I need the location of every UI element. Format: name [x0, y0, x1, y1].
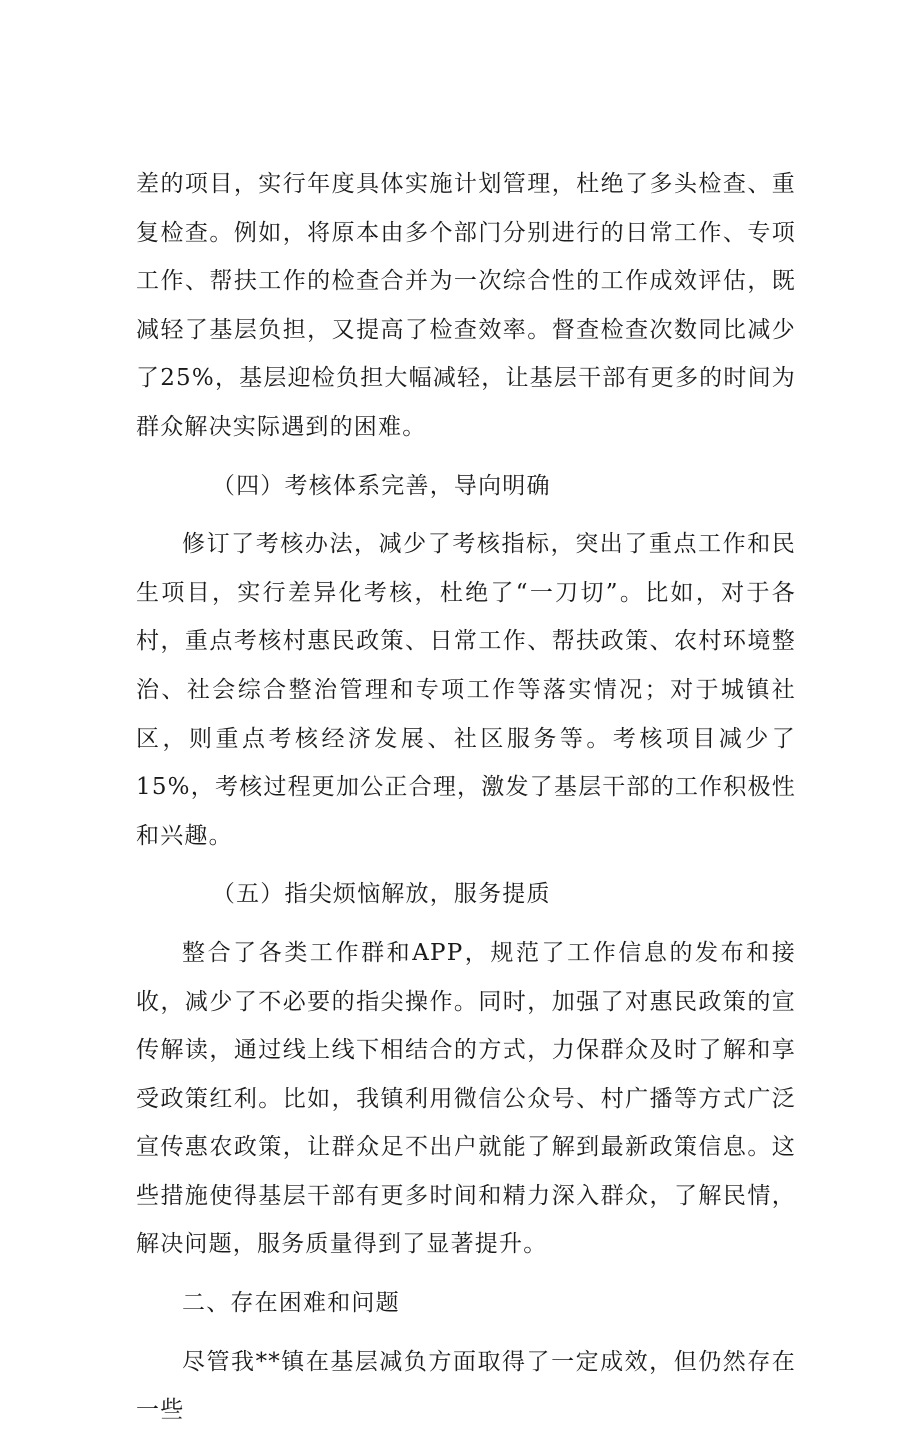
document-body: [136, 160, 796, 1435]
paragraph-difficulties-intro: 尽管我**镇在基层减负方面取得了一定成效，但仍然存在一些: [136, 1348, 796, 1424]
paragraph-assessment-system: 修订了考核办法，减少了考核指标，突出了重点工作和民生项目，实行差异化考核，杜绝了“一刀切”。比如，对于各村，重点考核村惠民政策、日常工作、帮扶政策、农村环境整治、社会综合整治管理和专项工作等落实情况；对于城镇社区，则重点考核经济发展、社区服务等。考核项目减少了15%，考核过程更加公正合理，激发了基层干部的工作积极性和兴趣。: [136, 531, 796, 849]
heading-difficulties-and-problems: 二、存在困难和问题: [182, 1290, 400, 1317]
heading-assessment-system: （四）考核体系完善，导向明确: [211, 472, 551, 499]
heading-fingertip-burden: （五）指尖烦恼解放，服务提质: [211, 881, 551, 908]
paragraph-inspection-continued: 差的项目，实行年度具体实施计划管理，杜绝了多头检查、重复检查。例如，将原本由多个部门分别进行的日常工作、专项工作、帮扶工作的检查合并为一次综合性的工作成效评估，既减轻了基层负担，又提高了检查效率。督查检查次数同比减少了25%，基层迎检负担大幅减轻，让基层干部有更多的时间为群众解决实际遇到的困难。: [136, 171, 796, 440]
paragraph-fingertip-burden: 整合了各类工作群和APP，规范了工作信息的发布和接收，减少了不必要的指尖操作。同时，加强了对惠民政策的宣传解读，通过线上线下相结合的方式，力保群众及时了解和享受政策红利。比如，我镇利用微信公众号、村广播等方式广泛宣传惠农政策，让群众足不出户就能了解到最新政策信息。这些措施使得基层干部有更多时间和精力深入群众，了解民情，解决问题，服务质量得到了显著提升。: [136, 939, 796, 1258]
